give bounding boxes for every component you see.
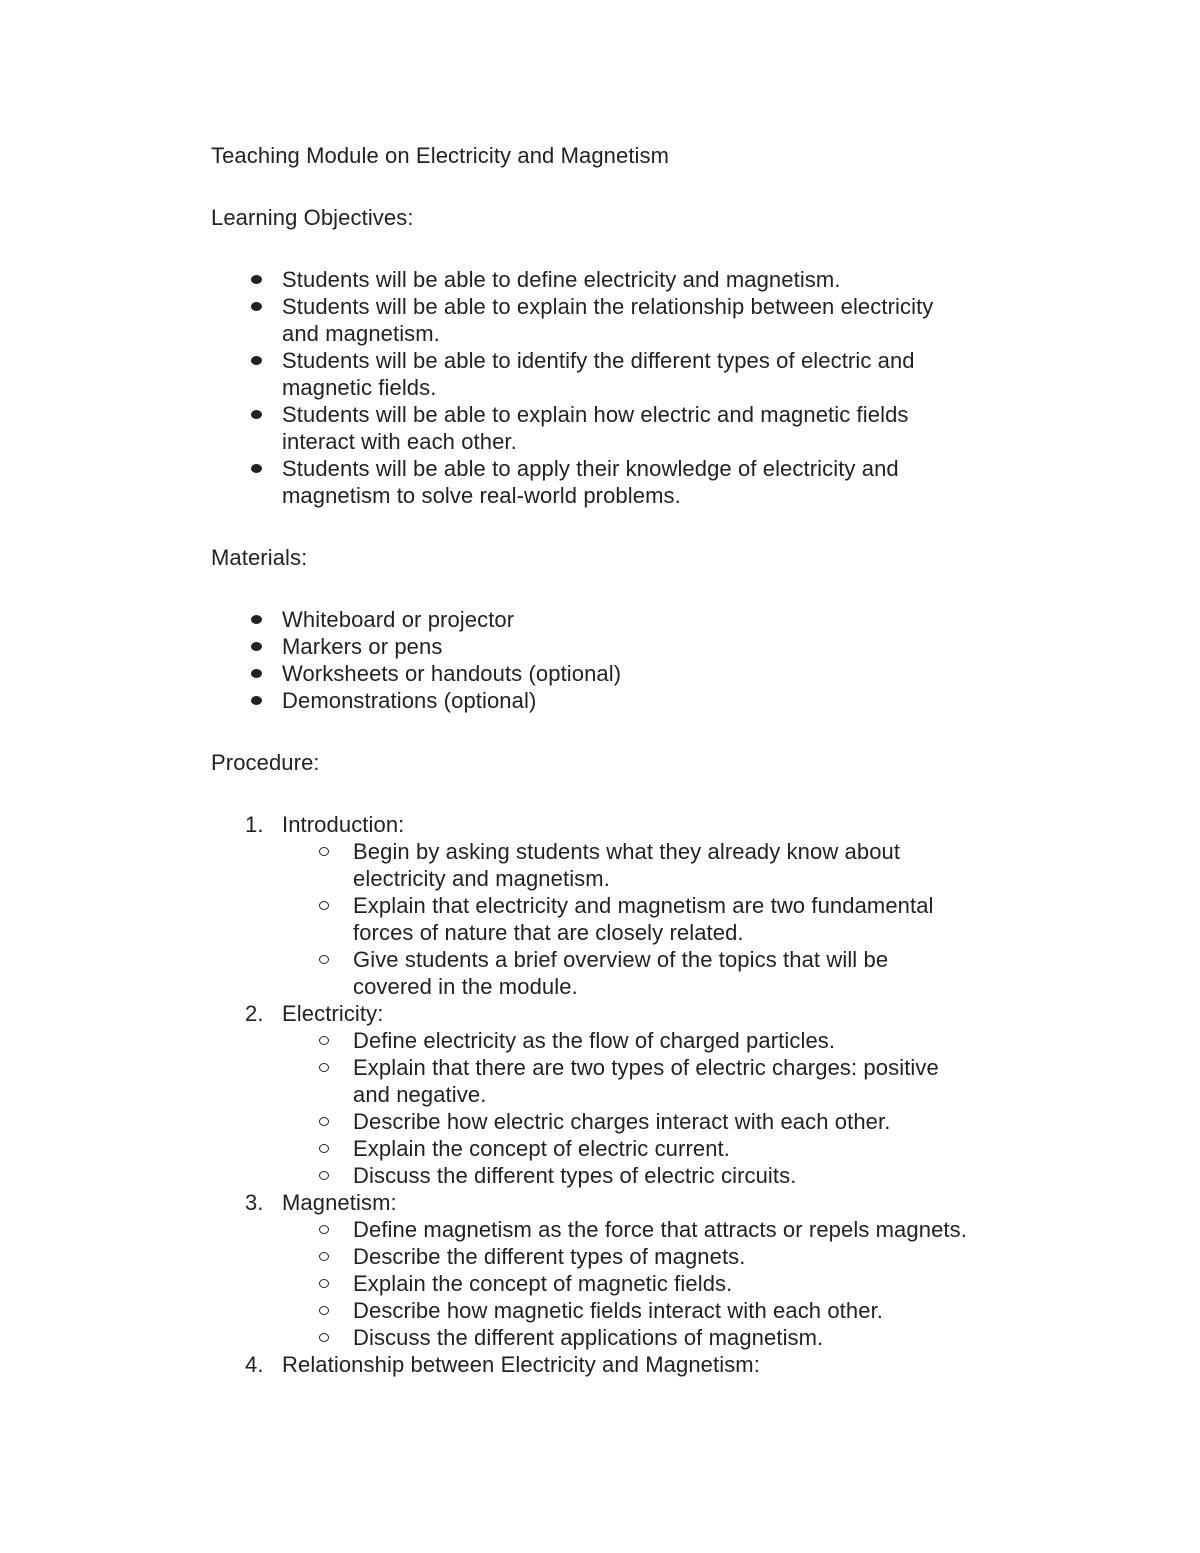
learning-objective-text: Students will be able to define electricity and magnetism. xyxy=(282,267,841,292)
learning-objective-text: Students will be able to explain the relationship between electricity and magnetism. xyxy=(282,294,934,346)
procedure-step xyxy=(211,811,1002,1000)
step-sublist xyxy=(282,1027,1002,1189)
sub-item xyxy=(282,1297,973,1324)
sub-item xyxy=(282,1108,973,1135)
bullet-dot-icon xyxy=(251,302,262,311)
sub-item-text: Explain the concept of electric current. xyxy=(353,1136,730,1161)
learning-objective-text: Students will be able to identify the different types of electric and magnetic fields. xyxy=(282,348,915,400)
learning-objective-item xyxy=(211,293,972,347)
hollow-circle-icon xyxy=(319,1171,329,1180)
sub-item xyxy=(282,892,973,946)
step-label: Relationship between Electricity and Magnetism: xyxy=(282,1352,760,1377)
learning-objective-item xyxy=(211,347,972,401)
material-item xyxy=(211,633,972,660)
sub-item-text: Define electricity as the flow of charged particles. xyxy=(353,1028,836,1053)
sub-item xyxy=(282,1216,973,1243)
material-item xyxy=(211,606,972,633)
sub-item xyxy=(282,1162,973,1189)
materials-heading: Materials: xyxy=(211,545,308,570)
step-number: 2. xyxy=(245,1001,264,1026)
material-text: Worksheets or handouts (optional) xyxy=(282,661,622,686)
bullet-dot-icon xyxy=(251,410,262,419)
sub-item-text: Define magnetism as the force that attracts or repels magnets. xyxy=(353,1217,967,1242)
hollow-circle-icon xyxy=(319,901,329,910)
hollow-circle-icon xyxy=(319,1144,329,1153)
bullet-dot-icon xyxy=(251,356,262,365)
sub-item xyxy=(282,838,973,892)
learning-objectives-heading: Learning Objectives: xyxy=(211,205,414,230)
step-label: Magnetism: xyxy=(282,1190,397,1215)
step-number: 1. xyxy=(245,812,264,837)
sub-item xyxy=(282,1135,973,1162)
material-item xyxy=(211,660,972,687)
sub-item-text: Explain that electricity and magnetism are two fundamental forces of nature that are closely related. xyxy=(353,893,934,945)
hollow-circle-icon xyxy=(319,1117,329,1126)
procedure-step xyxy=(211,1189,1002,1351)
step-number: 4. xyxy=(245,1352,264,1377)
procedure-step xyxy=(211,1351,1002,1378)
step-sublist xyxy=(282,1216,1002,1351)
sub-item-text: Give students a brief overview of the topics that will be covered in the module. xyxy=(353,947,889,999)
procedure-heading: Procedure: xyxy=(211,750,320,775)
bullet-dot-icon xyxy=(251,464,262,473)
document-content xyxy=(211,142,1001,1378)
sub-item xyxy=(282,1243,973,1270)
bullet-dot-icon xyxy=(251,615,262,624)
hollow-circle-icon xyxy=(319,1225,329,1234)
sub-item xyxy=(282,1054,973,1108)
learning-objective-text: Students will be able to apply their knowledge of electricity and magnetism to solve real-world problems. xyxy=(282,456,899,508)
document-title: Teaching Module on Electricity and Magnetism xyxy=(211,143,670,168)
sub-item-text: Describe how electric charges interact with each other. xyxy=(353,1109,891,1134)
sub-item xyxy=(282,946,973,1000)
step-label: Introduction: xyxy=(282,812,405,837)
material-text: Whiteboard or projector xyxy=(282,607,515,632)
sub-item-text: Explain that there are two types of electric charges: positive and negative. xyxy=(353,1055,939,1107)
sub-item xyxy=(282,1027,973,1054)
sub-item-text: Discuss the different applications of magnetism. xyxy=(353,1325,824,1350)
step-sublist xyxy=(282,838,1002,1000)
hollow-circle-icon xyxy=(319,1063,329,1072)
learning-objectives-list xyxy=(211,266,1001,509)
bullet-dot-icon xyxy=(251,669,262,678)
sub-item-text: Describe how magnetic fields interact with each other. xyxy=(353,1298,883,1323)
sub-item-text: Discuss the different types of electric circuits. xyxy=(353,1163,797,1188)
sub-item xyxy=(282,1324,973,1351)
material-item xyxy=(211,687,972,714)
material-text: Demonstrations (optional) xyxy=(282,688,537,713)
bullet-dot-icon xyxy=(251,696,262,705)
material-text: Markers or pens xyxy=(282,634,443,659)
hollow-circle-icon xyxy=(319,1036,329,1045)
sub-item xyxy=(282,1270,973,1297)
bullet-dot-icon xyxy=(251,275,262,284)
procedure-list xyxy=(211,811,1001,1378)
procedure-step xyxy=(211,1000,1002,1189)
materials-list xyxy=(211,606,1001,714)
step-label: Electricity: xyxy=(282,1001,384,1026)
learning-objective-item xyxy=(211,401,972,455)
hollow-circle-icon xyxy=(319,1333,329,1342)
learning-objective-item xyxy=(211,266,972,293)
sub-item-text: Explain the concept of magnetic fields. xyxy=(353,1271,733,1296)
sub-item-text: Describe the different types of magnets. xyxy=(353,1244,746,1269)
learning-objective-item xyxy=(211,455,972,509)
learning-objective-text: Students will be able to explain how electric and magnetic fields interact with each other. xyxy=(282,402,909,454)
hollow-circle-icon xyxy=(319,1252,329,1261)
hollow-circle-icon xyxy=(319,1306,329,1315)
hollow-circle-icon xyxy=(319,847,329,856)
hollow-circle-icon xyxy=(319,955,329,964)
step-number: 3. xyxy=(245,1190,264,1215)
hollow-circle-icon xyxy=(319,1279,329,1288)
sub-item-text: Begin by asking students what they already know about electricity and magnetism. xyxy=(353,839,901,891)
bullet-dot-icon xyxy=(251,642,262,651)
